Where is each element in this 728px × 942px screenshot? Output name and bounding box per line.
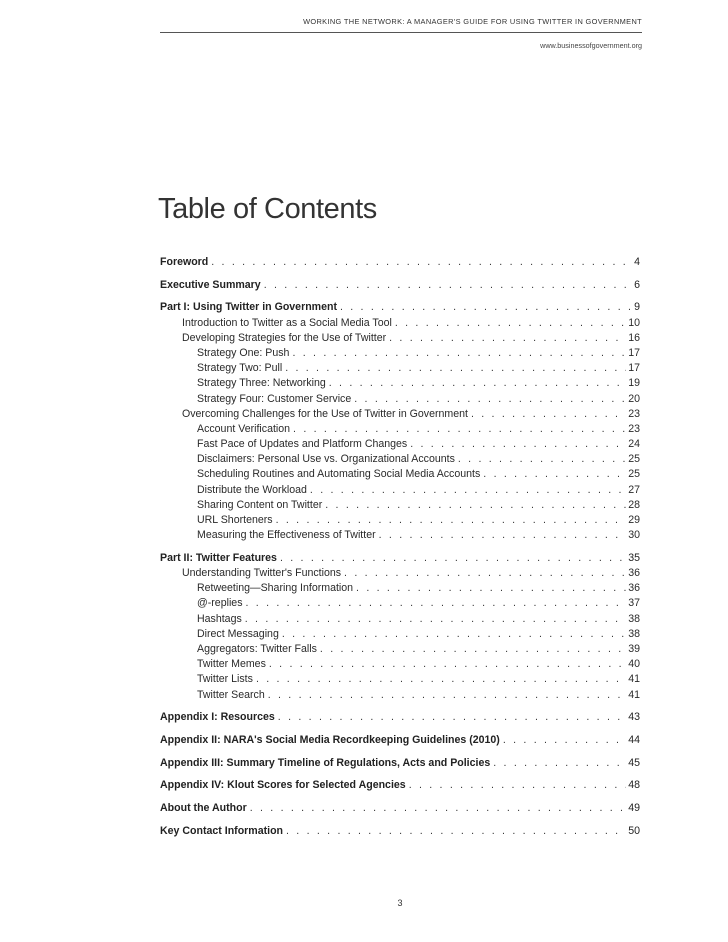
toc-entry[interactable] (160, 422, 640, 437)
toc-entry-label: Twitter Search (197, 688, 265, 701)
toc-entry-page: 49 (628, 802, 640, 814)
dot-leader (256, 672, 626, 687)
toc-entry[interactable] (160, 278, 640, 293)
toc-entry[interactable] (160, 566, 640, 581)
toc-entry-label: Scheduling Routines and Automating Social Media Accounts (197, 468, 481, 481)
toc-entry-label: Retweeting—Sharing Information (197, 582, 354, 595)
toc-entry-label: Foreword (160, 256, 209, 268)
toc-entry[interactable] (160, 581, 640, 596)
toc-entry-page: 36 (628, 567, 640, 580)
toc-entry-page: 30 (628, 529, 640, 542)
toc-entry-page: 40 (628, 658, 640, 671)
page-number: 3 (397, 898, 403, 908)
toc-entry-page: 16 (628, 331, 640, 344)
dot-leader (280, 551, 626, 566)
toc-entry-page: 24 (628, 438, 640, 451)
dot-leader (211, 255, 632, 270)
toc-entry-label: Appendix III: Summary Timeline of Regulations, Acts and Policies (160, 756, 491, 769)
dot-leader (320, 642, 626, 657)
toc-entry-page: 4 (634, 256, 640, 268)
toc-entry-label: Appendix I: Resources (160, 711, 275, 724)
toc-entry[interactable] (160, 733, 640, 748)
toc-entry-label: Disclaimers: Personal Use vs. Organizational Accounts (197, 453, 455, 466)
dot-leader (278, 710, 626, 725)
page-title: Table of Contents (158, 193, 377, 225)
dot-leader (409, 778, 627, 793)
toc-entry-label: About the Author (160, 802, 247, 814)
toc-entry[interactable] (160, 756, 640, 771)
toc-entry[interactable] (160, 657, 640, 672)
toc-entry-label: Understanding Twitter's Functions (182, 567, 342, 580)
toc-entry[interactable] (160, 642, 640, 657)
toc-entry[interactable] (160, 513, 640, 528)
toc-entry[interactable] (160, 376, 640, 391)
toc-entry-page: 20 (628, 392, 640, 405)
toc-entry-label: Hashtags (197, 612, 242, 625)
toc-entry[interactable] (160, 407, 640, 422)
toc-entry-label: Executive Summary (160, 278, 261, 291)
dot-leader (310, 483, 626, 498)
toc-entry[interactable] (160, 483, 640, 498)
toc-entry[interactable] (160, 528, 640, 543)
toc-entry[interactable] (160, 437, 640, 452)
toc-entry-page: 29 (628, 514, 640, 526)
toc-entry-page: 9 (634, 301, 640, 314)
toc-entry-label: Appendix II: NARA's Social Media Recordkeeping Guidelines (2010) (160, 733, 500, 746)
toc-entry-page: 50 (628, 824, 640, 837)
toc-entry-label: Strategy Two: Pull (197, 362, 283, 375)
dot-leader (325, 498, 626, 513)
dot-leader (282, 627, 626, 642)
toc-entry-page: 39 (628, 643, 640, 655)
toc-entry-page: 6 (634, 278, 640, 291)
toc-entry[interactable] (160, 300, 640, 315)
toc-entry-label: Twitter Lists (197, 673, 253, 686)
toc-entry-label: Developing Strategies for the Use of Twitter (182, 331, 387, 344)
dot-leader (483, 467, 626, 482)
toc-entry-label: Strategy Four: Customer Service (197, 392, 352, 405)
toc-entry[interactable] (160, 467, 640, 482)
toc-entry[interactable] (160, 331, 640, 346)
dot-leader (268, 688, 626, 703)
toc-entry-page: 28 (628, 498, 640, 511)
dot-leader (264, 278, 632, 293)
dot-leader (276, 513, 627, 528)
toc-entry[interactable] (160, 612, 640, 627)
toc-entry-label: Direct Messaging (197, 627, 279, 640)
toc-entry-page: 41 (628, 673, 640, 686)
toc-entry-page: 19 (628, 377, 640, 390)
dot-leader (410, 437, 626, 452)
dot-leader (245, 612, 626, 627)
dot-leader (344, 566, 626, 581)
toc-entry[interactable] (160, 596, 640, 611)
toc-entry-page: 37 (628, 597, 640, 610)
toc-entry-label: Distribute the Workload (197, 483, 307, 496)
dot-leader (285, 361, 626, 376)
toc-entry-label: Key Contact Information (160, 824, 284, 837)
toc-entry[interactable] (160, 498, 640, 513)
toc-entry-page: 45 (628, 756, 640, 769)
toc-entry-page: 41 (628, 688, 640, 701)
toc-entry-label: @-replies (197, 597, 243, 610)
dot-leader (286, 824, 626, 839)
dot-leader (471, 407, 626, 422)
toc-entry[interactable] (160, 688, 640, 703)
toc-entry-page: 17 (628, 346, 640, 359)
toc-entry-page: 27 (628, 483, 640, 496)
dot-leader (293, 422, 626, 437)
dot-leader (389, 331, 626, 346)
dot-leader (340, 300, 632, 315)
toc-entry-label: Strategy Three: Networking (197, 377, 326, 390)
website-url: www.businessofgovernment.org (540, 41, 642, 50)
table-of-contents (160, 255, 640, 839)
toc-entry-label: Strategy One: Push (197, 346, 290, 359)
toc-entry[interactable] (160, 627, 640, 642)
toc-entry-page: 48 (628, 779, 640, 792)
dot-leader (269, 657, 626, 672)
toc-entry-label: Part II: Twitter Features (160, 551, 277, 564)
dot-leader (493, 756, 626, 771)
toc-entry-label: Overcoming Challenges for the Use of Twitter in Government (182, 407, 468, 420)
toc-entry-page: 44 (628, 733, 640, 746)
toc-entry[interactable] (160, 392, 640, 407)
toc-entry-page: 17 (628, 362, 640, 375)
toc-entry-label: Measuring the Effectiveness of Twitter (197, 529, 376, 542)
toc-entry-page: 38 (628, 627, 640, 640)
toc-entry[interactable] (160, 551, 640, 566)
dot-leader (354, 392, 626, 407)
toc-entry-label: Sharing Content on Twitter (197, 498, 323, 511)
toc-entry[interactable] (160, 316, 640, 331)
toc-entry-page: 43 (628, 711, 640, 724)
toc-entry[interactable] (160, 346, 640, 361)
toc-entry[interactable] (160, 778, 640, 793)
header-rule (160, 32, 642, 33)
toc-entry[interactable] (160, 824, 640, 839)
dot-leader (395, 316, 626, 331)
toc-entry[interactable] (160, 452, 640, 467)
toc-entry-label: Appendix IV: Klout Scores for Selected Agencies (160, 779, 406, 792)
toc-entry-label: Part I: Using Twitter in Government (160, 301, 337, 314)
toc-entry[interactable] (160, 255, 640, 270)
toc-entry-label: URL Shorteners (197, 514, 273, 526)
toc-entry-page: 23 (628, 422, 640, 435)
dot-leader (246, 596, 627, 611)
toc-entry-page: 25 (628, 468, 640, 481)
toc-entry-page: 23 (628, 407, 640, 420)
toc-entry-page: 10 (628, 316, 640, 329)
dot-leader (356, 581, 626, 596)
toc-entry-page: 38 (628, 612, 640, 625)
toc-entry[interactable] (160, 361, 640, 376)
dot-leader (329, 376, 626, 391)
toc-entry[interactable] (160, 672, 640, 687)
toc-entry-label: Fast Pace of Updates and Platform Changes (197, 438, 408, 451)
toc-entry-page: 36 (628, 582, 640, 595)
toc-entry-label: Account Verification (197, 422, 291, 435)
toc-entry-page: 25 (628, 453, 640, 466)
running-header-title: WORKING THE NETWORK: A MANAGER'S GUIDE FOR USING TWITTER IN GOVERNMENT (303, 17, 642, 26)
dot-leader (292, 346, 626, 361)
toc-entry-label: Aggregators: Twitter Falls (197, 643, 317, 655)
dot-leader (250, 801, 627, 816)
dot-leader (379, 528, 627, 543)
toc-entry-label: Introduction to Twitter as a Social Media Tool (182, 316, 392, 329)
toc-entry-label: Twitter Memes (197, 658, 266, 671)
toc-entry-page: 35 (628, 551, 640, 564)
dot-leader (503, 733, 626, 748)
toc-entry[interactable] (160, 801, 640, 816)
toc-entry[interactable] (160, 710, 640, 725)
dot-leader (458, 452, 626, 467)
